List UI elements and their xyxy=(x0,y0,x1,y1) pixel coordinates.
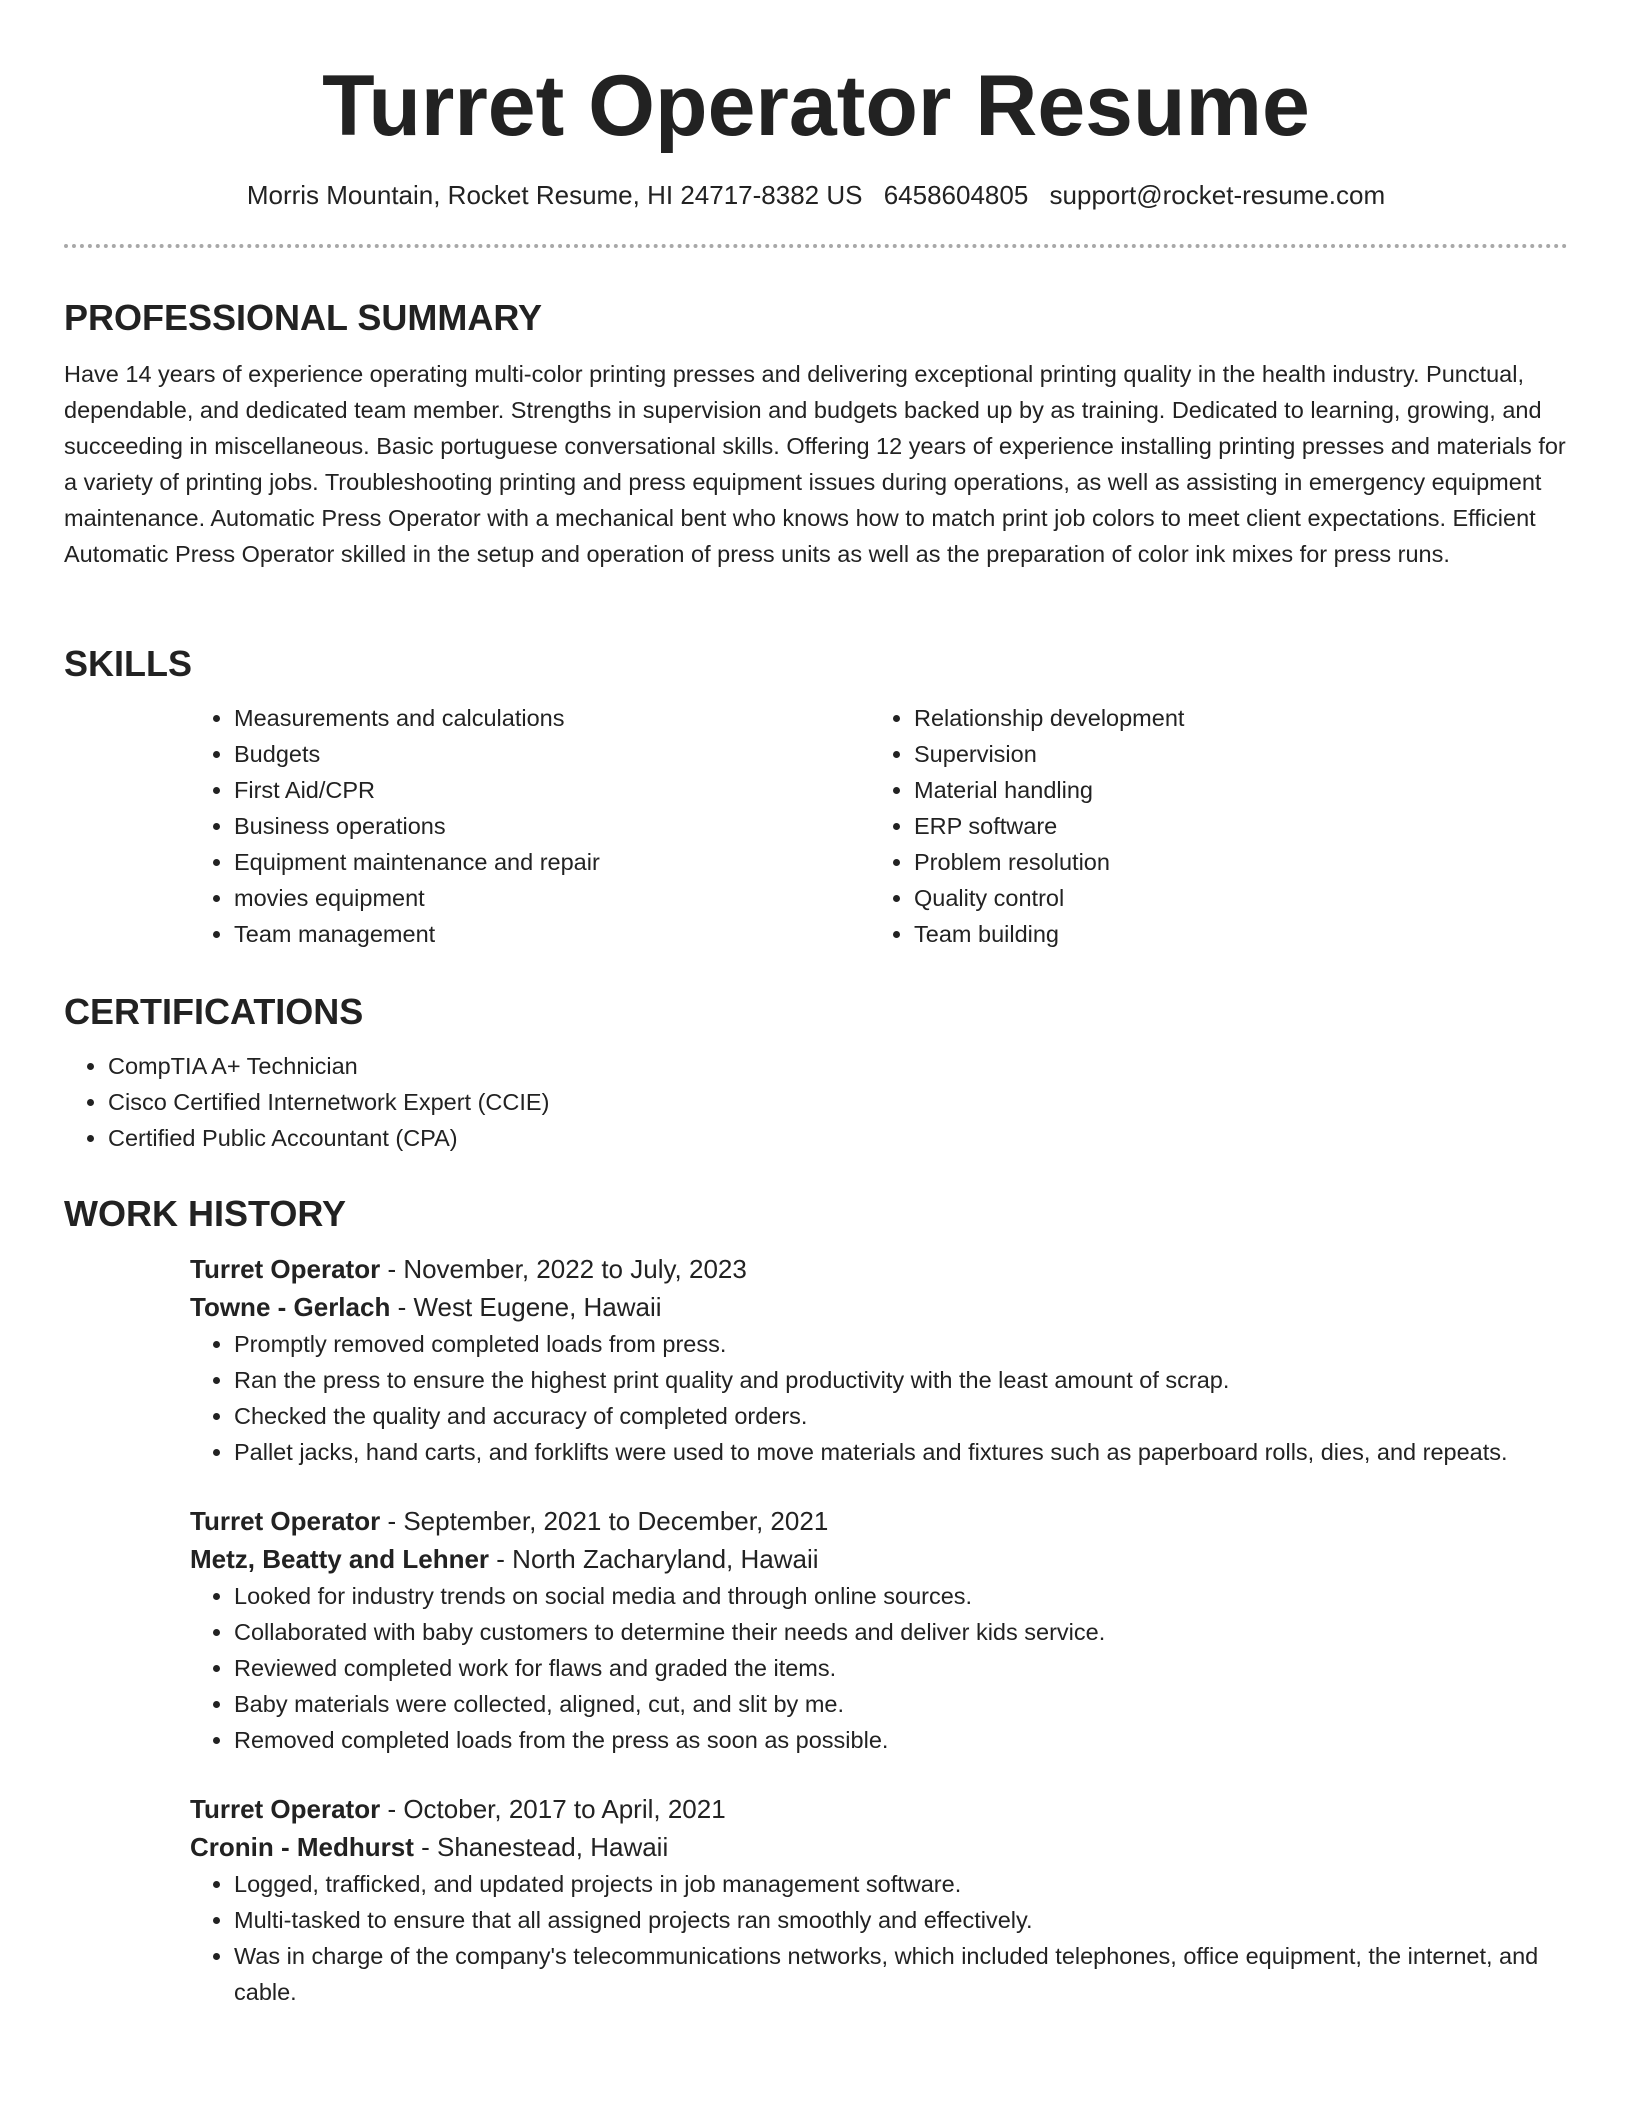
job-duty: • Checked the quality and accuracy of completed orders. xyxy=(234,1398,1568,1434)
job-entry xyxy=(190,1790,1568,2010)
certification-item: • Certified Public Accountant (CPA) xyxy=(108,1120,1568,1156)
job-company-line xyxy=(190,1540,1568,1578)
job-duty: • Removed completed loads from the press as soon as possible. xyxy=(234,1722,1568,1758)
header-divider xyxy=(64,244,1568,248)
job-duties-list xyxy=(190,1866,1568,2010)
job-title: Turret Operator xyxy=(190,1794,381,1824)
certifications-list xyxy=(64,1048,1568,1156)
job-location: - West Eugene, Hawaii xyxy=(390,1292,662,1322)
skill-item: • Supervision xyxy=(914,736,1550,772)
skill-item: • Equipment maintenance and repair xyxy=(234,844,870,880)
job-entry xyxy=(190,1250,1568,1470)
skill-item: • Quality control xyxy=(914,880,1550,916)
contact-phone: 6458604805 xyxy=(883,180,1029,210)
skill-item: • Material handling xyxy=(914,772,1550,808)
skills-column-right xyxy=(870,700,1550,952)
job-duty: • Multi-tasked to ensure that all assigned projects ran smoothly and effectively. xyxy=(234,1902,1568,1938)
skills-list-right xyxy=(870,700,1550,952)
contact-line xyxy=(64,178,1568,212)
job-duty: • Pallet jacks, hand carts, and forklifts were used to move materials and fixtures such as paperboard rolls, dies, and repeats. xyxy=(234,1434,1568,1470)
skill-item: • Relationship development xyxy=(914,700,1550,736)
skill-item: • Team management xyxy=(234,916,870,952)
job-duty: • Baby materials were collected, aligned, cut, and slit by me. xyxy=(234,1686,1568,1722)
job-title-line xyxy=(190,1790,1568,1828)
skills-grid xyxy=(190,700,1568,952)
job-duty: • Ran the press to ensure the highest print quality and productivity with the least amount of scrap. xyxy=(234,1362,1568,1398)
skill-item: • Problem resolution xyxy=(914,844,1550,880)
certification-item: • CompTIA A+ Technician xyxy=(108,1048,1568,1084)
resume-title: Turret Operator Resume xyxy=(322,58,1310,154)
skill-item: • movies equipment xyxy=(234,880,870,916)
job-duty: • Was in charge of the company's telecommunications networks, which included telephones, office equipment, the internet, and cable. xyxy=(234,1938,1568,2010)
work-history-heading: WORK HISTORY xyxy=(64,1193,347,1234)
certifications-heading: CERTIFICATIONS xyxy=(64,991,364,1032)
job-title-line xyxy=(190,1250,1568,1288)
job-dates: - September, 2021 to December, 2021 xyxy=(380,1506,829,1536)
job-dates: - October, 2017 to April, 2021 xyxy=(380,1794,726,1824)
job-company: Towne - Gerlach xyxy=(190,1292,391,1322)
job-duty: • Looked for industry trends on social media and through online sources. xyxy=(234,1578,1568,1614)
summary-heading: PROFESSIONAL SUMMARY xyxy=(64,297,543,338)
skill-item: • ERP software xyxy=(914,808,1550,844)
summary-text: Have 14 years of experience operating multi-color printing presses and delivering exceptional printing quality in the health industry. Punctual, dependable, and dedicated team member. Strengths in supervision and budgets backed up by as training. Dedicated to learning, growing, and succeeding in miscellaneous. Basic portuguese conversational skills. Offering 12 years of experience installing printing presses and materials for a variety of printing jobs. Troubleshooting printing and press equipment issues during operations, as well as assisting in emergency equipment maintenance. Automatic Press Operator with a mechanical bent who knows how to match print job colors to meet client expectations. Efficient Automatic Press Operator skilled in the setup and operation of press units as well as the preparation of color ink mixes for press runs. xyxy=(64,361,1566,567)
certification-item: • Cisco Certified Internetwork Expert (CCIE) xyxy=(108,1084,1568,1120)
skills-column-left xyxy=(190,700,870,952)
skills-section xyxy=(64,642,1568,952)
contact-address: Morris Mountain, Rocket Resume, HI 24717-8382 US xyxy=(246,180,863,210)
skill-item: • Budgets xyxy=(234,736,870,772)
job-company-line xyxy=(190,1288,1568,1326)
job-dates: - November, 2022 to July, 2023 xyxy=(380,1254,747,1284)
skill-item: • Business operations xyxy=(234,808,870,844)
job-title: Turret Operator xyxy=(190,1506,381,1536)
job-entry xyxy=(190,1502,1568,1758)
job-duty: • Reviewed completed work for flaws and graded the items. xyxy=(234,1650,1568,1686)
skills-heading: SKILLS xyxy=(64,643,193,684)
skills-list-left xyxy=(190,700,870,952)
work-history-section xyxy=(64,1192,1568,2010)
skill-item: • First Aid/CPR xyxy=(234,772,870,808)
summary-section xyxy=(64,296,1568,572)
job-company-line xyxy=(190,1828,1568,1866)
skill-item: • Measurements and calculations xyxy=(234,700,870,736)
job-title: Turret Operator xyxy=(190,1254,381,1284)
job-duty: • Collaborated with baby customers to determine their needs and deliver kids service. xyxy=(234,1614,1568,1650)
job-company: Cronin - Medhurst xyxy=(190,1832,414,1862)
job-location: - Shanestead, Hawaii xyxy=(413,1832,669,1862)
job-duties-list xyxy=(190,1578,1568,1758)
job-company: Metz, Beatty and Lehner xyxy=(190,1544,490,1574)
job-location: - North Zacharyland, Hawaii xyxy=(489,1544,819,1574)
job-title-line xyxy=(190,1502,1568,1540)
job-duty: • Promptly removed completed loads from press. xyxy=(234,1326,1568,1362)
job-duty: • Logged, trafficked, and updated projects in job management software. xyxy=(234,1866,1568,1902)
job-duties-list xyxy=(190,1326,1568,1470)
skill-item: • Team building xyxy=(914,916,1550,952)
certifications-section xyxy=(64,990,1568,1156)
contact-email: support@rocket-resume.com xyxy=(1049,180,1386,210)
